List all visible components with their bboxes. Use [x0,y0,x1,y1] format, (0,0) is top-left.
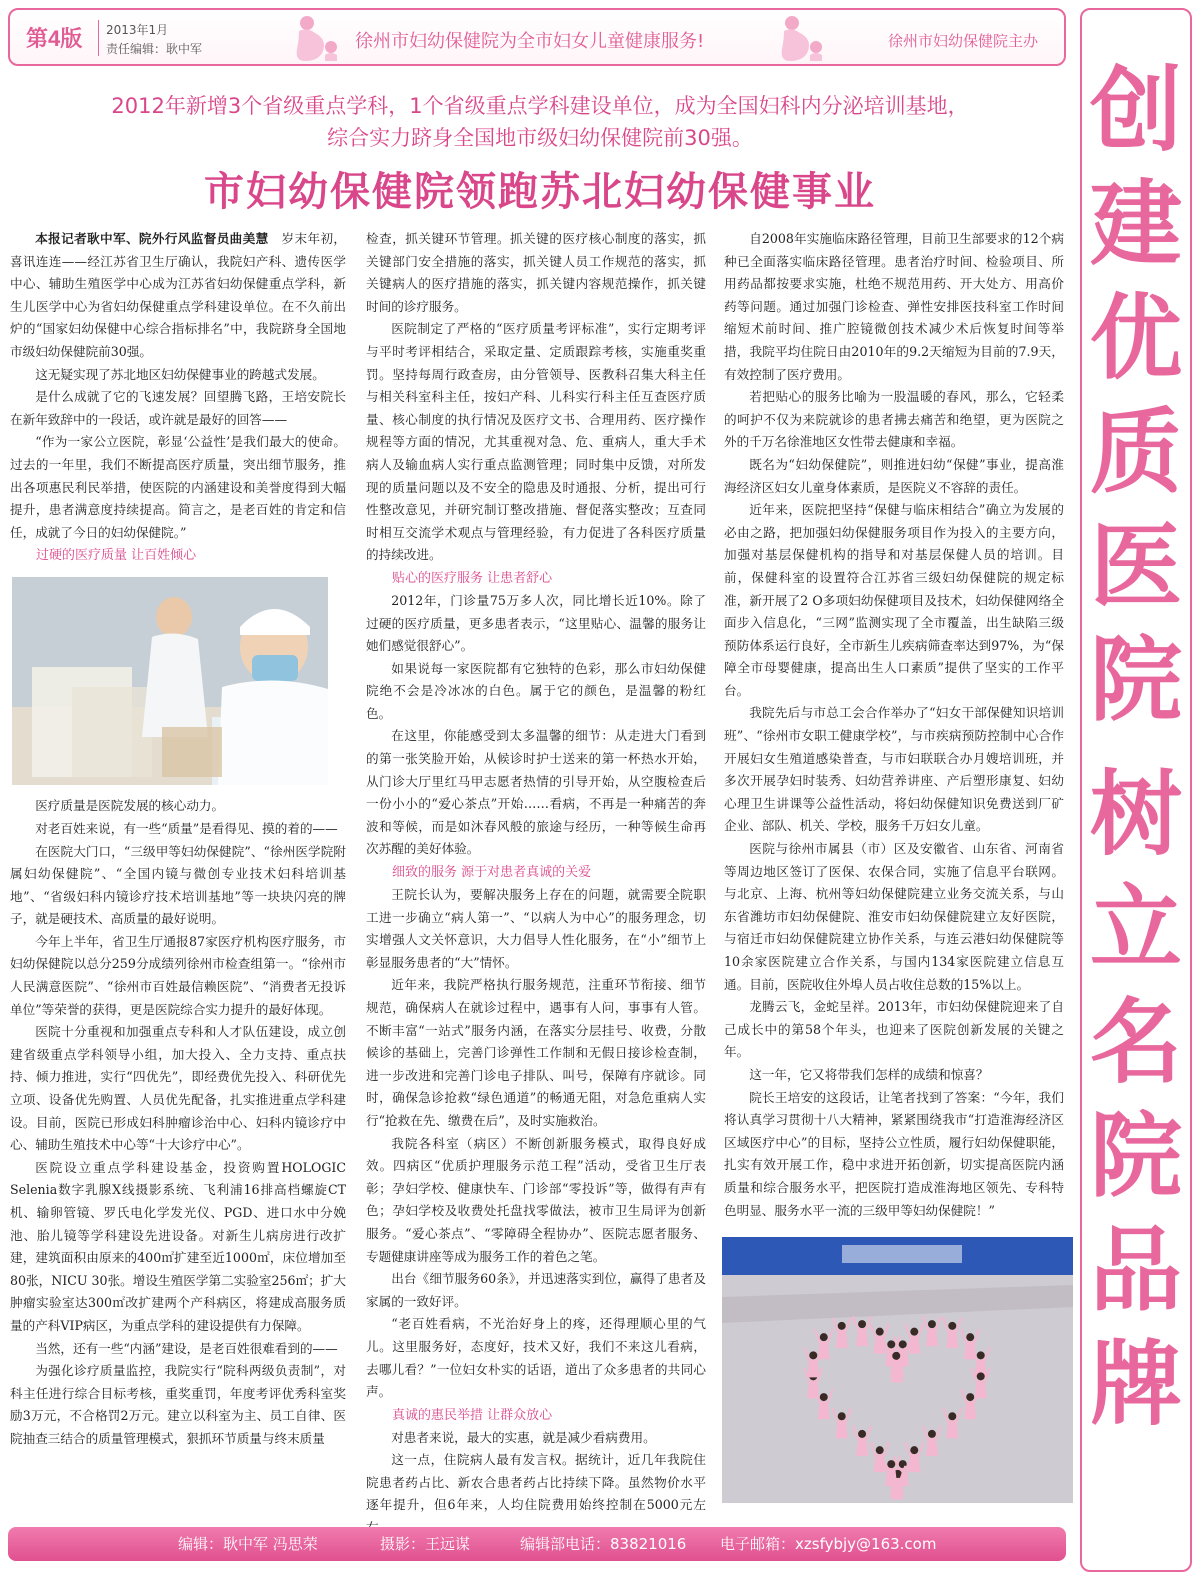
paragraph: 今年上半年，省卫生厅通报87家医疗机构医疗服务，市妇幼保健院以总分259分成绩列徐州市检查组第一。“徐州市人民满意医院”、“徐州市百姓最信赖医院”、“消费者无投诉单位”等荣誉的获得，更是医院综合实力提升的最好体现。 [10,933,346,1017]
section-subhead: 细致的服务 源于对患者真诚的关爱 [392,865,592,881]
banner-char: 创 [1089,57,1182,164]
paragraph: 为强化诊疗质量监控，我院实行“院科两级负责制”，对科主任进行综合目标考核，重奖重罚，年度考评优秀科室奖励3万元，不合格罚2万元。建立以科室为主、员工自律、医院抽查三结合的质量管理模式，狠抓环节质量与终末质量 [10,1363,346,1446]
article-column-1 [10,228,346,1451]
section-subhead: 贴心的医疗服务 让患者舒心 [392,570,553,586]
paragraph: 在医院大门口，“三级甲等妇幼保健院”、“徐州医学院附属妇幼保健院”、“全国内镜与微创专业技术妇科培训基地”、“省级妇科内镜诊疗技术培训基地”等一块块闪亮的牌子，就是硬技术、高质量的最好说明。 [10,843,346,927]
edition-number: 第4版 [26,26,83,51]
banner-char: 质 [1089,399,1182,506]
section-subhead: 真诚的惠民举措 让群众放心 [392,1407,553,1423]
page-footer [8,1527,1066,1561]
nurses-photo [12,577,328,785]
paragraph: 近年来，医院把坚持“保健与临床相结合”确立为发展的必由之路，把加强妇幼保健服务项目作为投入的主要方向，加强对基层保健机构的指导和对基层保健人员的培训。目前，保健科室的设置符合江苏省三级妇幼保健院的规定标准，新开展了2 O多项妇幼保健项目及技术，妇幼保健网络全面步入信息化，“三网”监测实现了全市覆盖，出生缺陷三级预防体系运行良好，全市新生儿疾病筛查率达到97%，为“保障全市母婴健康，提高出生人口素质”提供了坚实的工作平台。 [724,502,1064,698]
banner-char: 名 [1089,989,1182,1096]
footer-email: 电子邮箱：xzsfybjy@163.com [720,1535,937,1553]
banner-char: 院 [1089,627,1182,734]
header-slogan: 徐州市妇幼保健院为全市妇女儿童健康服务! [355,31,705,52]
paragraph: 医院设立重点学科建设基金，投资购置HOLOGIC Selenia数字乳腺X线摄影系统、飞利浦16排高档螺旋CT机、输卵管镜、罗氏电化学发光仪、PGD、进口水中分娩池、胎儿镜等学科建设先进设备。对新生儿病房进行改扩建，建筑面积由原来的400㎡扩建至近1000㎡，床位增加至80张，NICU 30张。增设生殖医学第二实验室256㎡；扩大肿瘤实验室达300㎡改扩建两个产科病区，将建成高服务质量的产科VIP病区，为重点学科的建设提供有力保障。 [10,1159,346,1333]
paragraph: 2012年，门诊量75万多人次，同比增长近10%。除了过硬的医疗质量，更多患者表示，“这里贴心、温馨的服务让她们感觉很舒心”。 [366,592,706,654]
paragraph: 出台《细节服务60条》，并迅速落实到位，赢得了患者及家属的一致好评。 [366,1271,706,1309]
banner-char: 院 [1089,1103,1182,1210]
article-column-3 [724,228,1064,1222]
footer-photographer: 摄影：王远谋 [380,1535,471,1553]
paragraph: 我院先后与市总工会合作举办了“妇女干部保健知识培训班”、“徐州市女职工健康学校”，与市疾病预防控制中心合作开展妇女生殖道感染普查，与市妇联联合办月嫂培训班，并多次开展孕妇时装秀、妇幼营养讲座、产后塑形康复、妇幼心理卫生讲课等公益性活动，将妇幼保健知识免费送到厂矿企业、部队、机关、学校，服务千万妇女儿童。 [724,705,1064,834]
pregnant-woman-logo-icon [770,13,828,63]
paragraph: 若把贴心的服务比喻为一股温暖的春风，那么，它轻柔的呵护不仅为来院就诊的患者拂去痛苦和绝望，更为医院之外的千万名徐淮地区女性带去健康和幸福。 [724,389,1064,450]
paragraph: “老百姓看病，不光治好身上的疼，还得理顺心里的气儿。这里服务好，态度好，技术又好，我们不来这儿看病，去哪儿看？”一位妇女朴实的话语，道出了众多患者的共同心声。 [366,1316,706,1400]
issue-date: 2013年1月 [106,23,169,37]
banner-char: 立 [1089,875,1182,982]
paragraph: 我院各科室（病区）不断创新服务模式，取得良好成效。四病区“优质护理服务示范工程”活动，受省卫生厅表彰；孕妇学校、健康快车、门诊部“零投诉”等，做得有声有色；孕妇学校及收费处托盘找零做法，被市卫生局评为创新服务。“爱心茶点”、“零障碍全程协办”、医院志愿者服务、专题健康讲座等成为服务工作的着色之笔。 [366,1135,706,1264]
paragraph: 对老百姓来说，有一些“质量”是看得见、摸的着的—— [35,820,338,836]
byline: 本报记者耿中军、院外行风监督员曲美慧 [35,231,269,246]
banner-char: 牌 [1089,1331,1182,1438]
paragraph: 医院十分重视和加强重点专科和人才队伍建设，成立创建省级重点学科领导小组，加大投入、全力支持、重点扶持、倾力推进，实行“四优先”，即经费优先投入、科研优先立项、设备优先购置、人员优先配备，扎实推进重点学科建设。目前，医院已形成妇科肿瘤诊治中心、妇科内镜诊疗中心、辅助生殖技术中心等“十大诊疗中心”。 [10,1024,346,1153]
paragraph: 检查，抓关键环节管理。抓关键的医疗核心制度的落实，抓关键部门安全措施的落实，抓关键人员工作规范的落实，抓关键病人的医疗措施的落实，抓关键内容规范操作，抓关键时间的诊疗服务。 [366,231,706,314]
paragraph: 医疗质量是医院发展的核心动力。 [35,798,225,814]
page-header [8,8,1066,66]
paragraph: 对患者来说，最大的实惠，就是减少看病费用。 [391,1429,656,1445]
paragraph: 本报记者耿中军、院外行风监督员曲美慧 岁末年初，喜讯连连——经江苏省卫生厅确认，我院妇产科、遗传医学中心、辅助生殖医学中心成为江苏省妇幼保健重点学科，新生儿医学中心为省妇幼保健重点学科建设单位。在不久前出炉的“国家妇幼保健中心综合指标排名”中，我院跻身全国地市级妇幼保健院前30强。 [10,231,347,359]
footer-editors: 编辑：耿中军 冯思荣 [178,1535,318,1553]
paragraph: 是什么成就了它的飞速发展？回望腾飞路，王培安院长在新年致辞中的一段话，或许就是最好的回答—— [10,389,346,427]
paragraph: “作为一家公立医院，彰显‘公益性’是我们最大的使命。过去的一年里，我们不断提高医疗质量，突出细节服务，推出各项惠民利民举措，使医院的内涵建设和美誉度得到大幅提升，患者满意度持续提高。简言之，是老百姓的肯定和信任，成就了今日的妇幼保健院。” [10,434,346,540]
header-organizer: 徐州市妇幼保健院主办 [888,32,1039,50]
pregnant-woman-logo-icon [285,13,343,63]
article-headline: 市妇幼保健院领跑苏北妇幼保健事业 [204,169,876,215]
paragraph: 院长王培安的这段话，让笔者找到了答案：“今年，我们将认真学习贯彻十八大精神，紧紧围绕我市“打造淮海经济区区域医疗中心”的目标，坚持公立性质，履行妇幼保健职能，扎实有效开展工作，稳中求进开拓创新，切实提高医院内涵质量和综合服务水平，把医院打造成淮海地区领先、专科特色明显、服务水平一流的三级甲等妇幼保健院！” [724,1089,1064,1218]
kicker-line: 综合实力跻身全国地市级妇幼保健院前30强。 [327,126,753,150]
paragraph: 当然，还有一些“内涵”建设，是老百姓很难看到的—— [35,1340,338,1356]
paragraph: 这一年，它又将带我们怎样的成绩和惊喜？ [749,1066,989,1082]
paragraph: 医院与徐州市属县（市）区及安徽省、山东省、河南省等周边地区签订了医保、农保合同，实施了信息平台联网。与北京、上海、杭州等妇幼保健院建立业务交流关系，与山东省潍坊市妇幼保健院、淮安市妇幼保健院建立友好医院，与宿迁市妇幼保健院建立协作关系，与连云港妇幼保健院等10余家医院建立合作关系，与国内134家医院建立信息互通。目前，医院收住外埠人员占收住总数的15%以上。 [724,841,1064,992]
responsible-editor: 责任编辑：耿中军 [106,42,203,56]
footer-phone: 编辑部电话：83821016 [520,1535,687,1553]
paragraph: 医院制定了严格的“医疗质量考评标准”，实行定期考评与平时考评相结合，采取定量、定质跟踪考核，实施重奖重罚。坚持每周行政查房，由分管领导、医教科召集大科主任与相关科室科主任，按妇产科、儿科实行科主任互查医疗质量、核心制度的执行情况及医疗文书、合理用药、医疗操作规程等方面的情况，尤其重视对急、危、重病人，重大手术病人及输血病人实行重点监测管理；同时集中反馈，对所发现的质量问题以及不安全的隐患及时通报、分析，提出可行性整改意见，并研究制订整改措施、督促落实整改；互查同时相互交流学术观点与管理经验，有力促进了各科医疗质量的持续改进。 [366,321,706,563]
paragraph: 在这里，你能感受到太多温馨的细节：从走进大门看到的第一张笑脸开始，从候诊时护士送来的第一杯热水开始，从门诊大厅里红马甲志愿者热情的引导开始，从空腹检查后一份小小的“爱心茶点”开始……看病，不再是一种痛苦的奔波和等候，而是如沐春风般的旅途与经历，一种等候生命再次苏醒的美好体验。 [366,728,706,857]
paragraph: 这无疑实现了苏北地区妇幼保健事业的跨越式发展。 [35,366,325,382]
header-divider [98,20,99,56]
banner-char: 优 [1089,285,1182,392]
paragraph: 王院长认为，要解决服务上存在的问题，就需要全院职工进一步确立“病人第一”、“以病人为中心”的服务理念，切实增强人文关怀意识，大力倡导人性化服务，在“小”细节上彰显服务患者的“大”情怀。 [366,887,706,970]
banner-char: 建 [1089,171,1182,278]
paragraph: 龙腾云飞，金蛇呈祥。2013年，市妇幼保健院迎来了自己成长中的第58个年头，也迎来了医院创新发展的关键之年。 [724,999,1064,1060]
article-column-2 [366,228,706,1540]
section-subhead: 过硬的医疗质量 让百姓倾心 [36,548,197,564]
banner-char: 品 [1089,1217,1182,1324]
kicker-line: 2012年新增3个省级重点学科，1个省级重点学科建设单位，成为全国妇科内分泌培训基地， [111,94,969,118]
paragraph: 近年来，我院严格执行服务规范，注重环节衔接、细节规范，确保病人在就诊过程中，遇事有人问，事事有人管。不断丰富“一站式”服务内涵，在落实分层挂号、收费，分散候诊的基础上，完善门诊弹性工作制和无假日接诊检查制，进一步改进和完善门诊电子排队、叫号，保障有序就诊。同时，确保急诊抢救“绿色通道”的畅通无阻，对急危重病人实行“抢救在先、缴费在后”，及时实施救治。 [366,977,706,1128]
side-slogan-banner [1080,8,1192,1572]
paragraph: 既名为“妇幼保健院”，则推进妇幼“保健”事业，提高淮海经济区妇女儿童身体素质，是医院义不容辞的责任。 [724,456,1064,495]
nurses-heart-formation-photo [722,1237,1073,1503]
paragraph: 这一点，住院病人最有发言权。据统计，近几年我院住院患者药占比、新农合患者药占比持续下降。虽然物价水平逐年提升，但6年来，人均住院费用始终控制在5000元左 [366,1452,706,1513]
banner-char: 树 [1089,761,1182,868]
paragraph: 自2008年实施临床路径管理，目前卫生部要求的12个病种已全面落实临床路径管理。患者治疗时间、检验项目、所用药品都按要求实施，杜绝不规范用药、开大处方、用高价药等问题。通过加强门诊检查、弹性安排医技科室工作时间缩短术前时间、推广腔镜微创技术减少术后恢复时间等举措，我院平均住院日由2010年的9.2天缩短为目前的7.9天，有效控制了医疗费用。 [724,231,1064,382]
paragraph: 如果说每一家医院都有它独特的色彩，那么市妇幼保健院绝不会是冷冰冰的白色。属于它的颜色，是温馨的粉红色。 [366,660,706,721]
banner-char: 医 [1089,513,1182,620]
